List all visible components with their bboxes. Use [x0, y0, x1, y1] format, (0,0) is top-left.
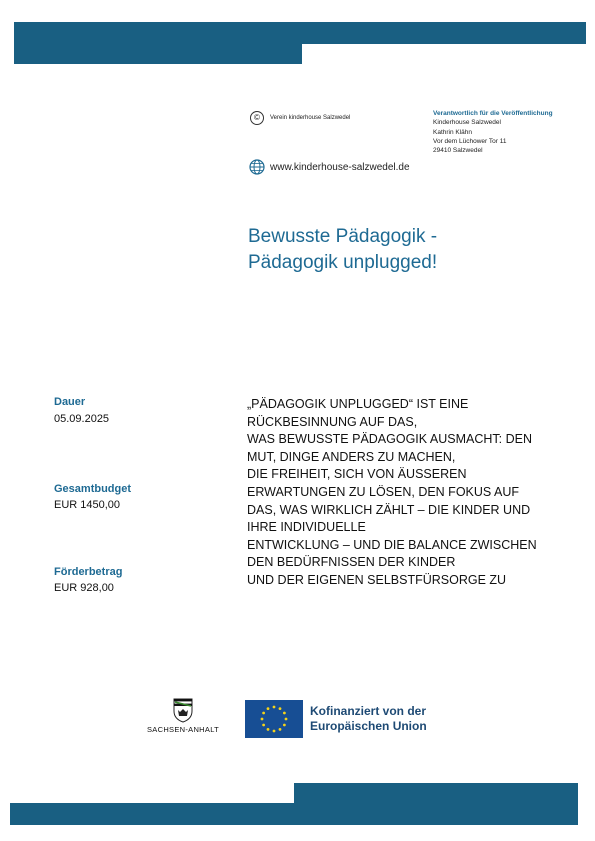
bottom-band-tab — [294, 783, 578, 803]
text-line: DAS, WAS WIRKLICH ZÄHLT – DIE KINDER UND — [247, 502, 531, 517]
responsible-title: Verantwortlich für die Veröffentlichung — [433, 110, 553, 117]
copyright-text: Verein kinderhouse Salzwedel — [270, 115, 351, 121]
globe-icon — [249, 159, 265, 175]
total-budget-value: EUR 1450,00 — [54, 499, 121, 511]
eu-star — [273, 706, 276, 709]
eu-star — [262, 724, 265, 727]
text-line: ERWARTUNGEN ZU LÖSEN, DEN FOKUS AUF — [247, 484, 520, 499]
top-band — [14, 22, 586, 44]
responsible-block — [433, 109, 553, 155]
responsible-line: Kathrin Klähn — [433, 128, 473, 136]
title-line: Pädagogik unplugged! — [248, 252, 438, 273]
bottom-band — [10, 803, 578, 825]
eu-star — [262, 712, 265, 715]
text-line: ENTWICKLUNG – UND DIE BALANCE ZWISCHEN — [247, 537, 537, 552]
total-budget-label: Gesamtbudget — [54, 483, 132, 495]
copyright-icon: © — [250, 111, 264, 125]
coat-of-arms-icon — [172, 697, 194, 723]
duration-label: Dauer — [54, 396, 86, 408]
eu-text-line: Europäischen Union — [310, 719, 427, 733]
eu-star — [267, 728, 270, 731]
website-row[interactable] — [249, 159, 410, 175]
page-title — [248, 224, 437, 276]
text-line: IHRE INDIVIDUELLE — [247, 520, 366, 535]
eu-star — [279, 707, 282, 710]
eu-star — [283, 712, 286, 715]
text-line: MUT, DINGE ANDERS ZU MACHEN, — [247, 449, 456, 464]
duration-value: 05.09.2025 — [54, 413, 110, 425]
responsible-line: Vor dem Lüchower Tor 11 — [433, 137, 507, 145]
website-link[interactable]: www.kinderhouse-salzwedel.de — [270, 161, 410, 173]
copyright-row — [250, 111, 350, 125]
funding-value: EUR 928,00 — [54, 582, 114, 594]
text-line: DIE FREIHEIT, SICH VON ÄUSSEREN — [247, 467, 467, 482]
text-line: UND DER EIGENEN SELBSTFÜRSORGE ZU — [247, 572, 507, 587]
eu-star — [273, 730, 276, 733]
eu-star — [267, 707, 270, 710]
title-line: Bewusste Pädagogik - — [248, 226, 438, 247]
text-line: WAS BEWUSSTE PÄDAGOGIK AUSMACHT: DEN — [247, 432, 532, 447]
text-line: RÜCKBESINNUNG AUF DAS, — [247, 414, 418, 429]
sachsen-anhalt-text: SACHSEN-ANHALT — [147, 725, 219, 734]
responsible-line: Kinderhouse Salzwedel — [433, 119, 501, 127]
eu-star — [261, 718, 264, 721]
description-text — [247, 396, 577, 590]
eu-text-line: Kofinanziert von der — [310, 704, 427, 718]
eu-cofunding-text — [310, 704, 427, 734]
eu-star — [279, 728, 282, 731]
funding-label: Förderbetrag — [54, 566, 123, 578]
sachsen-anhalt-logo — [139, 697, 227, 734]
responsible-line: 29410 Salzwedel — [433, 147, 483, 155]
top-band-tab — [14, 44, 302, 64]
text-line: DEN BEDÜRFNISSEN DER KINDER — [247, 555, 456, 570]
eu-star — [283, 724, 286, 727]
eu-flag-icon — [245, 700, 303, 738]
eu-star — [285, 718, 288, 721]
text-line: „PÄDAGOGIK UNPLUGGED“ IST EINE — [247, 397, 469, 411]
